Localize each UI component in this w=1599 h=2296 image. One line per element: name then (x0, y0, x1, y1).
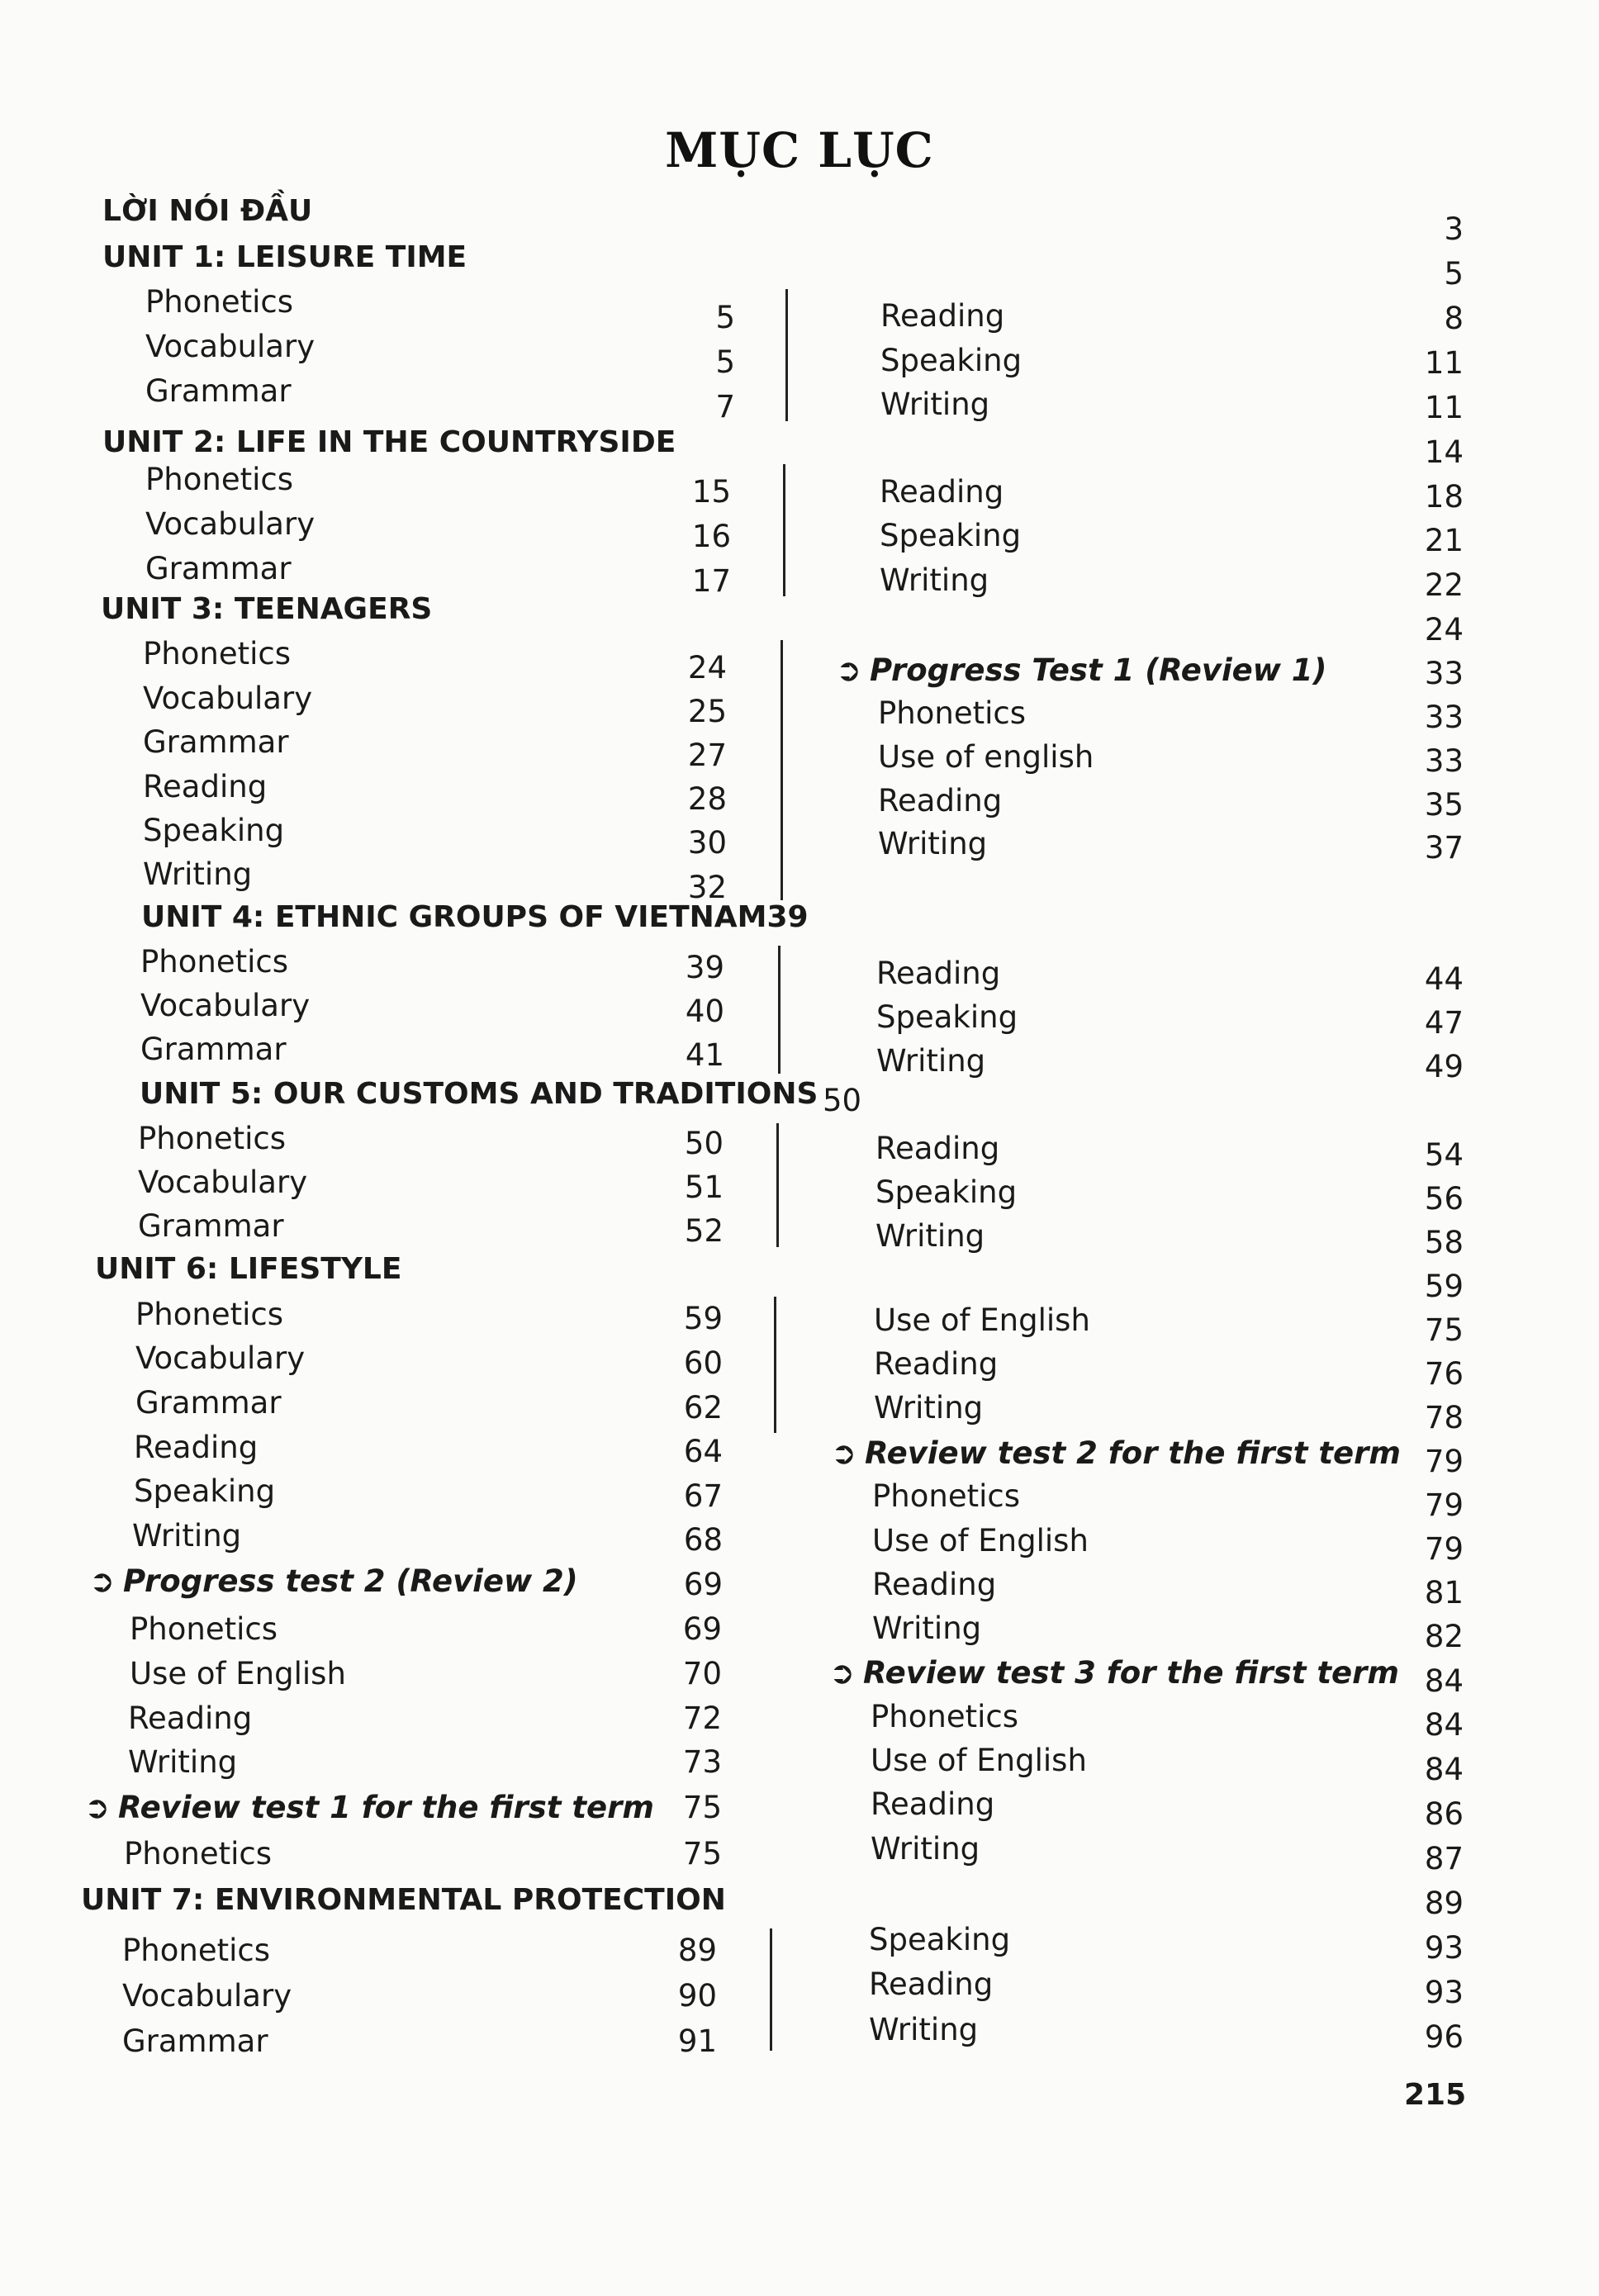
section-title: Review test 2 for the first term (865, 1435, 1401, 1471)
toc-entry-page: 40 (685, 994, 724, 1029)
toc-entry-label: Reading (871, 1786, 995, 1822)
toc-entry-page: 39 (685, 950, 724, 985)
toc-entry-page: 5 (1444, 256, 1464, 292)
toc-entry-label: Vocabulary (145, 329, 316, 364)
toc-entry-label: Use of english (878, 739, 1094, 775)
toc-entry-page: 86 (1424, 1796, 1464, 1832)
toc-entry-label: Phonetics (135, 1297, 284, 1332)
toc-entry-label: Vocabulary (143, 681, 313, 716)
toc-entry-page: 90 (677, 1978, 717, 2014)
toc-entry-page: 72 (682, 1701, 722, 1736)
unit-5-page: 50 (823, 1083, 862, 1118)
toc-entry-label: Speaking (869, 1922, 1011, 1957)
toc-entry-page: 75 (682, 1836, 722, 1871)
toc-entry-page: 75 (1424, 1312, 1464, 1348)
toc-entry-page: 89 (677, 1933, 717, 1968)
toc-entry-label: Speaking (134, 1473, 276, 1509)
toc-entry-page: 18 (1424, 479, 1464, 515)
toc-entry-page: 59 (683, 1301, 723, 1336)
toc-entry-page: 79 (1424, 1487, 1464, 1523)
toc-entry-label: Writing (872, 1611, 982, 1646)
toc-entry-page: 79 (1424, 1444, 1464, 1479)
toc-entry-label: Reading (880, 474, 1004, 510)
toc-entry-page: 93 (1424, 1930, 1464, 1966)
toc-entry-page: 16 (691, 519, 731, 554)
toc-entry-page: 24 (687, 650, 727, 685)
toc-entry-label: Speaking (875, 1174, 1018, 1210)
unit-7-heading: UNIT 7: ENVIRONMENTAL PROTECTION (81, 1883, 726, 1917)
toc-entry-page: 8 (1444, 301, 1464, 336)
arrow-icon: ➲ (836, 652, 862, 688)
arrow-icon: ➲ (84, 1790, 111, 1825)
review-test-1-heading (84, 1792, 654, 1823)
toc-entry-page: 41 (685, 1037, 724, 1073)
toc-entry-page: 82 (1424, 1619, 1464, 1654)
toc-entry-label: Reading (869, 1966, 994, 2002)
column-divider (770, 1928, 772, 2051)
toc-entry-label: Phonetics (140, 944, 289, 980)
toc-entry-page: 27 (687, 738, 727, 773)
toc-entry-label: Writing (132, 1518, 242, 1554)
toc-entry-page: 30 (687, 825, 727, 861)
toc-entry-page: 51 (684, 1169, 724, 1205)
toc-entry-page: 44 (1424, 961, 1464, 997)
toc-entry-label: Vocabulary (140, 988, 311, 1023)
unit-5-heading: UNIT 5: OUR CUSTOMS AND TRADITIONS (140, 1077, 818, 1111)
toc-entry-page: 35 (1424, 787, 1464, 823)
toc-entry-page: 47 (1424, 1005, 1464, 1041)
preface-heading: LỜI NÓI ĐẦU (102, 194, 313, 228)
column-divider (778, 946, 781, 1074)
review-test-2-heading (831, 1435, 1401, 1471)
toc-entry-page: 84 (1424, 1752, 1464, 1787)
toc-entry-page: 17 (691, 563, 731, 599)
toc-entry-label: Reading (128, 1701, 253, 1736)
toc-entry-page: 56 (1424, 1181, 1464, 1217)
section-title: Progress Test 1 (Review 1) (870, 652, 1327, 688)
toc-entry-page: 5 (715, 300, 735, 335)
toc-entry-label: Grammar (140, 1032, 287, 1067)
toc-entry-page: 33 (1424, 743, 1464, 779)
toc-entry-page: 64 (683, 1434, 723, 1469)
toc-entry-page: 70 (682, 1656, 722, 1691)
toc-entry-page: 84 (1424, 1707, 1464, 1743)
toc-entry-page: 32 (687, 870, 727, 905)
page-number: 215 (1404, 2078, 1467, 2112)
toc-entry-page: 11 (1424, 390, 1464, 425)
toc-entry-page: 59 (1424, 1269, 1464, 1304)
column-divider (776, 1123, 779, 1247)
toc-entry-page: 81 (1424, 1575, 1464, 1611)
toc-entry-page: 76 (1424, 1356, 1464, 1392)
toc-entry-page: 7 (715, 389, 735, 425)
toc-entry-label: Vocabulary (122, 1978, 292, 2014)
toc-entry-label: Reading (134, 1430, 259, 1465)
toc-entry-label: Phonetics (138, 1121, 287, 1156)
toc-entry-label: Phonetics (145, 462, 294, 497)
toc-entry-label: Writing (128, 1744, 238, 1780)
toc-entry-page: 33 (1424, 700, 1464, 735)
column-divider (781, 640, 783, 900)
toc-entry-page: 69 (683, 1567, 723, 1602)
toc-entry-label: Reading (874, 1346, 999, 1382)
section-title: Review test 1 for the first term (118, 1790, 654, 1825)
arrow-icon: ➲ (829, 1655, 856, 1691)
toc-entry-page: 54 (1424, 1137, 1464, 1173)
toc-entry-page: 37 (1424, 830, 1464, 866)
toc-entry-label: Use of English (130, 1656, 346, 1691)
toc-entry-page: 33 (1424, 656, 1464, 691)
section-title: Review test 3 for the first term (863, 1655, 1399, 1691)
toc-entry-page: 91 (677, 2023, 717, 2059)
toc-entry-label: Grammar (135, 1385, 282, 1421)
toc-entry-page: 68 (683, 1522, 723, 1558)
toc-entry-label: Vocabulary (138, 1165, 308, 1200)
toc-entry-label: Writing (880, 387, 990, 422)
toc-entry-label: Use of English (872, 1523, 1089, 1558)
unit-1-heading: UNIT 1: LEISURE TIME (102, 240, 467, 274)
toc-entry-page: 11 (1424, 345, 1464, 381)
toc-entry-page: 84 (1424, 1663, 1464, 1699)
toc-entry-label: Grammar (138, 1208, 284, 1244)
unit-6-heading: UNIT 6: LIFESTYLE (95, 1252, 402, 1286)
toc-entry-page: 24 (1424, 612, 1464, 648)
toc-entry-label: Writing (143, 856, 253, 892)
toc-entry-label: Use of English (874, 1302, 1090, 1338)
toc-entry-page: 78 (1424, 1400, 1464, 1435)
toc-entry-label: Writing (880, 562, 989, 598)
column-divider (783, 464, 785, 596)
toc-entry-label: Reading (880, 298, 1005, 334)
toc-entry-page: 58 (1424, 1225, 1464, 1260)
toc-entry-page: 62 (683, 1390, 723, 1426)
toc-entry-page: 60 (683, 1345, 723, 1381)
toc-entry-label: Phonetics (124, 1836, 273, 1871)
toc-entry-label: Writing (876, 1043, 986, 1079)
toc-entry-page: 21 (1424, 523, 1464, 558)
toc-entry-page: 14 (1424, 434, 1464, 470)
toc-entry-label: Grammar (143, 724, 289, 760)
toc-entry-label: Phonetics (145, 284, 294, 320)
column-divider (785, 289, 788, 421)
toc-entry-page: 15 (691, 474, 731, 510)
toc-entry-label: Vocabulary (145, 506, 316, 542)
toc-entry-label: Phonetics (872, 1478, 1021, 1514)
arrow-icon: ➲ (89, 1563, 116, 1599)
toc-entry-page: 73 (682, 1744, 722, 1780)
toc-entry-label: Grammar (122, 2023, 268, 2059)
toc-entry-page: 25 (687, 694, 727, 729)
toc-entry-page: 75 (682, 1790, 722, 1825)
toc-entry-page: 22 (1424, 567, 1464, 603)
toc-entry-page: 28 (687, 781, 727, 817)
toc-entry-label: Writing (874, 1390, 984, 1426)
toc-entry-page: 49 (1424, 1049, 1464, 1084)
toc-entry-label: Speaking (143, 813, 285, 848)
toc-entry-page: 96 (1424, 2019, 1464, 2055)
toc-entry-label: Reading (872, 1567, 997, 1602)
toc-entry-page: 50 (684, 1126, 724, 1161)
column-divider (774, 1297, 776, 1433)
toc-entry-label: Phonetics (878, 695, 1027, 731)
toc-entry-label: Writing (869, 2012, 979, 2047)
unit-2-heading: UNIT 2: LIFE IN THE COUNTRYSIDE (102, 425, 676, 459)
toc-entry-label: Grammar (145, 551, 292, 586)
toc-entry-page: 67 (683, 1478, 723, 1514)
progress-test-1-heading (836, 652, 1327, 688)
unit-3-heading: UNIT 3: TEENAGERS (101, 592, 433, 626)
toc-entry-label: Reading (143, 769, 268, 804)
toc-entry-label: Grammar (145, 373, 292, 409)
arrow-icon: ➲ (831, 1435, 857, 1471)
toc-entry-label: Reading (875, 1131, 1000, 1166)
section-title: Progress test 2 (Review 2) (123, 1563, 578, 1599)
toc-entry-label: Speaking (876, 999, 1018, 1035)
toc-entry-label: Writing (875, 1218, 985, 1254)
toc-entry-label: Phonetics (130, 1611, 278, 1647)
toc-entry-page: 87 (1424, 1841, 1464, 1876)
toc-entry-page: 79 (1424, 1531, 1464, 1567)
toc-entry-label: Reading (878, 783, 1003, 818)
review-test-3-heading (829, 1655, 1399, 1691)
toc-entry-page: 52 (684, 1213, 724, 1249)
toc-entry-page: 5 (715, 344, 735, 380)
toc-entry-label: Vocabulary (135, 1340, 306, 1376)
page-title: MỤC LỤC (665, 122, 934, 178)
toc-entry-label: Use of English (871, 1743, 1087, 1778)
toc-entry-label: Phonetics (143, 636, 292, 671)
toc-entry-label: Writing (871, 1831, 980, 1867)
toc-entry-label: Speaking (880, 343, 1023, 378)
toc-entry-page: 3 (1444, 211, 1464, 247)
toc-entry-page: 69 (682, 1611, 722, 1647)
toc-entry-label: Phonetics (871, 1699, 1019, 1734)
toc-entry-label: Reading (876, 956, 1001, 991)
toc-entry-label: Speaking (880, 518, 1022, 553)
toc-entry-label: Phonetics (122, 1933, 271, 1968)
toc-entry-label: Writing (878, 826, 988, 861)
progress-test-2-heading (89, 1563, 578, 1599)
unit-4-heading: UNIT 4: ETHNIC GROUPS OF VIETNAM39 (141, 900, 809, 934)
toc-entry-page: 89 (1424, 1886, 1464, 1921)
toc-entry-page: 93 (1424, 1975, 1464, 2010)
